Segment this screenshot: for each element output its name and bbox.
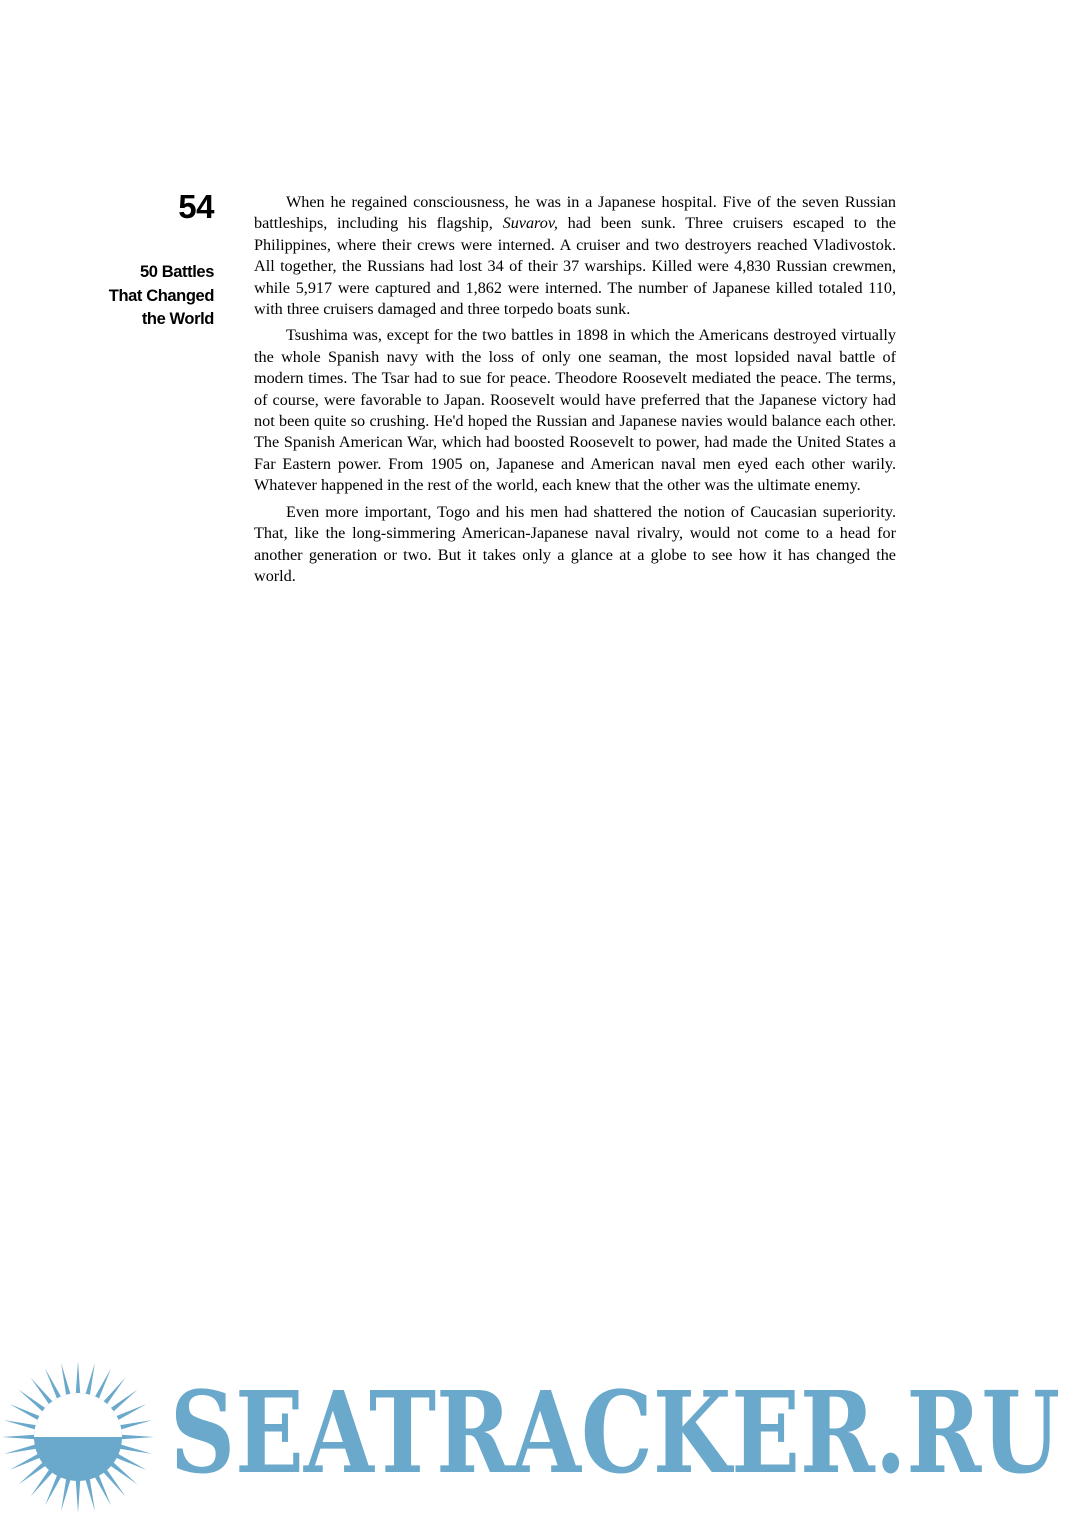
sun-ray: [84, 1475, 94, 1511]
sun-ray: [116, 1420, 152, 1430]
page-number: 54: [178, 188, 214, 225]
sun-ray: [61, 1475, 71, 1511]
body-text: [254, 192, 896, 592]
sun-ray: [76, 1477, 81, 1513]
book-title: [60, 261, 214, 332]
sun-ray: [116, 1443, 152, 1453]
watermark: [0, 1355, 1080, 1515]
paragraph-2: Tsushima was, except for the two battles in 1898 in which the Americans destroyed virtually the whole Spanish navy with the loss of only one seaman, the most lopsided naval battle of modern times. The Tsar had to sue for peace. Theodore Roosevelt mediated the peace. The terms, of course, were favorable to Japan. Roosevelt would have preferred that the Japanese victory had not been quite so crushing. He'd hoped the Russian and Japanese navies would balance each other. The Spanish American War, which had boosted Roosevelt to power, had made the United States a Far Eastern power. From 1905 on, Japanese and American naval men eyed each other warily. Whatever happened in the rest of the world, each knew that the other was the ultimate enemy.: [254, 326, 896, 495]
sun-ray: [4, 1443, 40, 1453]
watermark-text: SEATRACKER.RU: [170, 1368, 1060, 1499]
watermark-graphic: [0, 1355, 1080, 1515]
sun-ray: [61, 1363, 71, 1399]
sun-ray: [118, 1435, 154, 1440]
sun-ray: [4, 1420, 40, 1430]
sun-ray: [84, 1363, 94, 1399]
book-title-line: 50 Battles: [140, 263, 214, 281]
ship-name-italic: Suvarov,: [502, 214, 558, 233]
sun-icon: [2, 1361, 154, 1513]
sun-ray: [2, 1435, 38, 1440]
paragraph-1-part-b: had been sunk. Three cruisers escaped to the Philippines, where their crews were interned. A cruiser and two destroyers reached Vladivostok. All together, the Russians had lost 34 of their 37 warships. Killed were 4,830 Russian crewmen, while 5,917 were captured and 1,862 were interned. The number of Japanese killed totaled 110, with three cruisers damaged and three torpedo boats sunk.: [254, 214, 896, 319]
paragraph-1-part-a: When he regained consciousness, he was in a Japanese hospital. Five of the seven Russian battleships, including his flagship,: [254, 193, 896, 233]
paragraph-3: Even more important, Togo and his men had shattered the notion of Caucasian superiority. That, like the long-simmering American-Japanese naval rivalry, would not come to a head for another generation or two. But it takes only a glance at a globe to see how it has changed the world.: [254, 502, 896, 585]
book-title-line: That Changed: [108, 286, 214, 305]
paragraph-1: [254, 192, 896, 320]
sun-ray: [76, 1361, 81, 1397]
book-title-line: the World: [141, 310, 214, 328]
